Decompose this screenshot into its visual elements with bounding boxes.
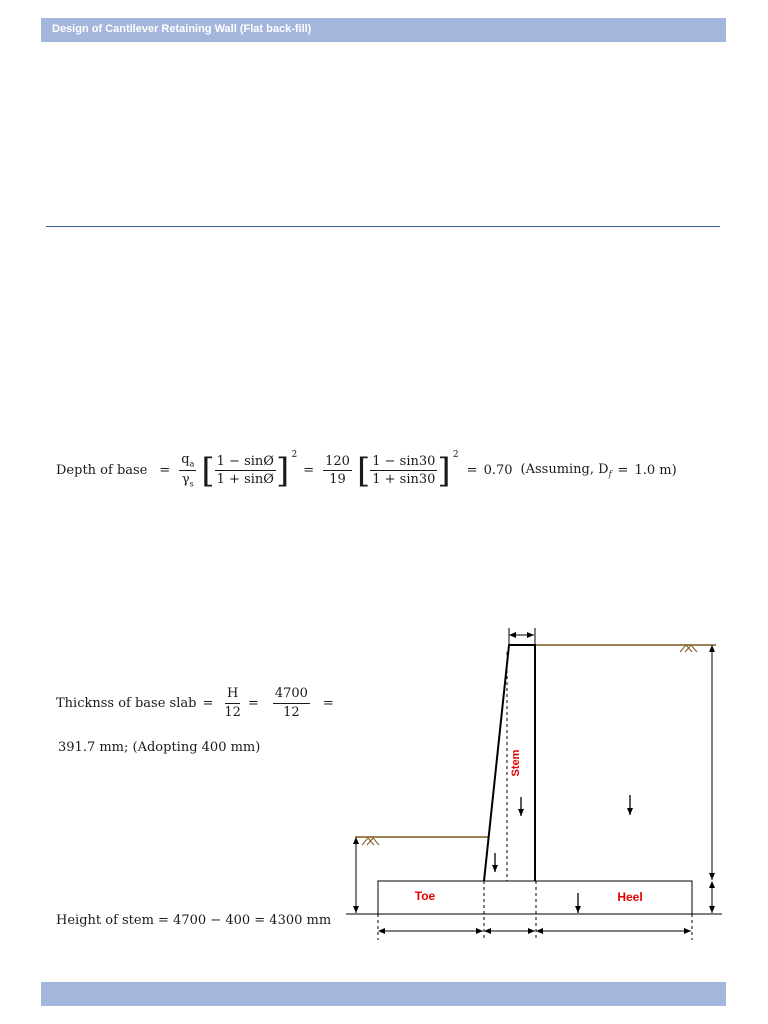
numeric-sine-denominator: 1 + sin30 xyxy=(372,472,436,488)
equals-sign-4: = xyxy=(617,463,629,479)
numeric-denominator: 19 xyxy=(329,472,346,488)
footer-bar xyxy=(41,982,726,1006)
toe-ground-symbol xyxy=(362,838,379,845)
4700-numerator: 4700 xyxy=(273,686,310,704)
gamma-subscript: s xyxy=(189,479,194,489)
equals-sign-2: = xyxy=(303,463,315,479)
thickness-result: 391.7 mm; (Adopting 400 mm) xyxy=(58,740,261,755)
sine-ratio-denominator: 1 + sinØ xyxy=(216,472,274,488)
equals-sign-3: = xyxy=(466,463,478,479)
gamma-symbol: γ xyxy=(181,472,190,488)
equals-sign-6: = xyxy=(247,695,259,711)
stem-height-text: Height of stem = 4700 − 400 = 4300 mm xyxy=(56,913,332,928)
twelve-denominator: 12 xyxy=(224,704,241,720)
assumption-open: (Assuming, D xyxy=(520,462,609,478)
qa-symbol: q xyxy=(181,452,190,467)
backfill-ground-symbol xyxy=(680,645,697,652)
header-title: Design of Cantilever Retaining Wall (Flat back-fill) xyxy=(52,23,312,35)
heel-label: Heel xyxy=(617,890,643,904)
assumption-value: 1.0 m) xyxy=(634,463,677,479)
equals-sign: = xyxy=(159,463,171,479)
qa-subscript: a xyxy=(189,459,195,469)
sine-ratio-bracket: [ $\frac{1 - \sin Ø}{1 + \sin Ø}$ ] 2 xyxy=(201,449,298,491)
numeric-numerator: 120 xyxy=(323,454,352,472)
depth-label: Depth of base xyxy=(56,463,148,479)
depth-result: 0.70 xyxy=(483,463,513,479)
h-symbol: H xyxy=(225,686,240,704)
sine-ratio-numerator: 1 − sinØ xyxy=(215,454,276,472)
toe-label: Toe xyxy=(414,889,436,903)
equals-sign-7: = xyxy=(322,695,334,711)
stem-label: Stem xyxy=(510,749,522,777)
numeric-sine-bracket: [ $\frac{1 - \sin 30}{1 + \sin 30}$ ] 2 xyxy=(356,449,459,491)
assumption-subscript: f xyxy=(608,469,612,479)
square-exponent: 2 xyxy=(291,449,298,460)
thickness-label: Thicknss of base slab xyxy=(56,695,197,711)
square-exponent-2: 2 xyxy=(452,449,459,460)
numeric-sine-numerator: 1 − sin30 xyxy=(370,454,437,472)
equals-sign-5: = xyxy=(202,695,214,711)
twelve-denominator-2: 12 xyxy=(283,704,300,720)
